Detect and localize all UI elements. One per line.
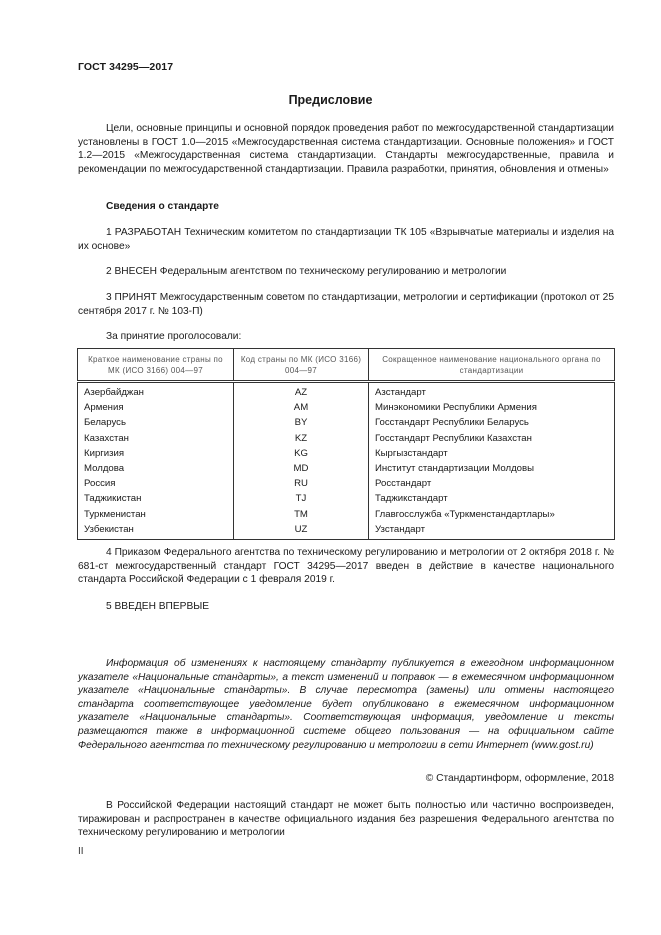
table-row (78, 446, 615, 461)
cell-body: Главгосслужба «Туркменстандартлары» (369, 507, 615, 522)
cell-country: Россия (78, 476, 234, 491)
column-header-body: Сокращенное наименование национального органа по стандартизации (369, 349, 615, 382)
column-header-code: Код страны по МК (ИСО 3166) 004—97 (234, 349, 369, 382)
changes-notice: Информация об изменениях к настоящему стандарту публикуется в ежегодном информационном указателе «Национальные стандарты», а текст изменений и поправок — в ежемесячном информационном указателе «Национальные стандарты». В случае пересмотра (замены) или отмены настоящего стандарта соответствующее уведомление будет опубликовано в ежемесячном информационном указателе «Национальные стандарты». Соответствующая информация, уведомление и тексты размещаются также в информационной системе общего пользования — на официальном сайте Федерального агентства по техническому регулированию и метрологии в сети Интернет (www.gost.ru) (78, 658, 614, 751)
cell-code: TJ (234, 491, 369, 506)
cell-country: Узбекистан (78, 522, 234, 540)
copyright-line: © Стандартинформ, оформление, 2018 (425, 773, 614, 784)
cell-country: Азербайджан (78, 382, 234, 401)
cell-code: KZ (234, 431, 369, 446)
intro-paragraph: Цели, основные принципы и основной порядок проведения работ по межгосударственной стандартизации установлены в ГОСТ 1.0—2015 «Межгосударственная система стандартизации. Основные положения» и ГОСТ 1.2—2015 «Межгосударственная система стандартизации. Стандарты межгосударственные, правила и рекомендации по межгосударственной стандартизации. Правила разработки, принятия, обновления и отмены» (78, 123, 614, 175)
voting-countries-table (77, 348, 615, 540)
table-row (78, 491, 615, 506)
cell-body: Узстандарт (369, 522, 615, 540)
voted-label: За принятие проголосовали: (106, 331, 242, 342)
cell-code: KG (234, 446, 369, 461)
cell-body: Институт стандартизации Молдовы (369, 461, 615, 476)
item-enacted: 4 Приказом Федерального агентства по техническому регулированию и метрологии от 2 октября 2018 г. № 681-ст межгосударственный стандарт ГОСТ 34295—2017 введен в действие в качестве национального стандарта Российской Федерации с 1 февраля 2019 г. (78, 547, 614, 586)
cell-country: Туркменистан (78, 507, 234, 522)
cell-code: RU (234, 476, 369, 491)
cell-code: BY (234, 415, 369, 430)
cell-body: Минэкономики Республики Армения (369, 400, 615, 415)
cell-body: Росстандарт (369, 476, 615, 491)
cell-code: TM (234, 507, 369, 522)
cell-code: AM (234, 400, 369, 415)
document-code-header: ГОСТ 34295—2017 (78, 61, 174, 73)
cell-country: Армения (78, 400, 234, 415)
cell-country: Киргизия (78, 446, 234, 461)
section-heading: Сведения о стандарте (106, 201, 219, 212)
cell-country: Казахстан (78, 431, 234, 446)
cell-country: Беларусь (78, 415, 234, 430)
cell-code: UZ (234, 522, 369, 540)
cell-body: Госстандарт Республики Казахстан (369, 431, 615, 446)
cell-code: MD (234, 461, 369, 476)
table-row (78, 382, 615, 401)
cell-country: Таджикистан (78, 491, 234, 506)
cell-body: Кыргызстандарт (369, 446, 615, 461)
table-row (78, 476, 615, 491)
table-header-row (78, 349, 615, 382)
table-row (78, 461, 615, 476)
table-row (78, 431, 615, 446)
cell-body: Госстандарт Республики Беларусь (369, 415, 615, 430)
item-adopted: 3 ПРИНЯТ Межгосударственным советом по стандартизации, метрологии и сертификации (протокол от 25 сентября 2017 г. № 103-П) (78, 292, 614, 317)
page-title: Предисловие (288, 93, 373, 107)
item-first-introduced: 5 ВВЕДЕН ВПЕРВЫЕ (106, 601, 210, 612)
item-developed: 1 РАЗРАБОТАН Техническим комитетом по стандартизации ТК 105 «Взрывчатые материалы и изделия на их основе» (78, 227, 614, 252)
table-row (78, 400, 615, 415)
table-row (78, 507, 615, 522)
cell-country: Молдова (78, 461, 234, 476)
table-row (78, 522, 615, 540)
cell-code: AZ (234, 382, 369, 401)
reproduction-notice: В Российской Федерации настоящий стандарт не может быть полностью или частично воспроизведен, тиражирован и распространен в качестве официального издания без разрешения Федерального агентства по техническому регулированию и метрологии (78, 800, 614, 839)
page-number: II (78, 846, 84, 857)
column-header-country: Краткое наименование страны по МК (ИСО 3166) 004—97 (78, 349, 234, 382)
cell-body: Азстандарт (369, 382, 615, 401)
cell-body: Таджикстандарт (369, 491, 615, 506)
table-row (78, 415, 615, 430)
item-introduced: 2 ВНЕСЕН Федеральным агентством по техническому регулированию и метрологии (106, 266, 507, 277)
